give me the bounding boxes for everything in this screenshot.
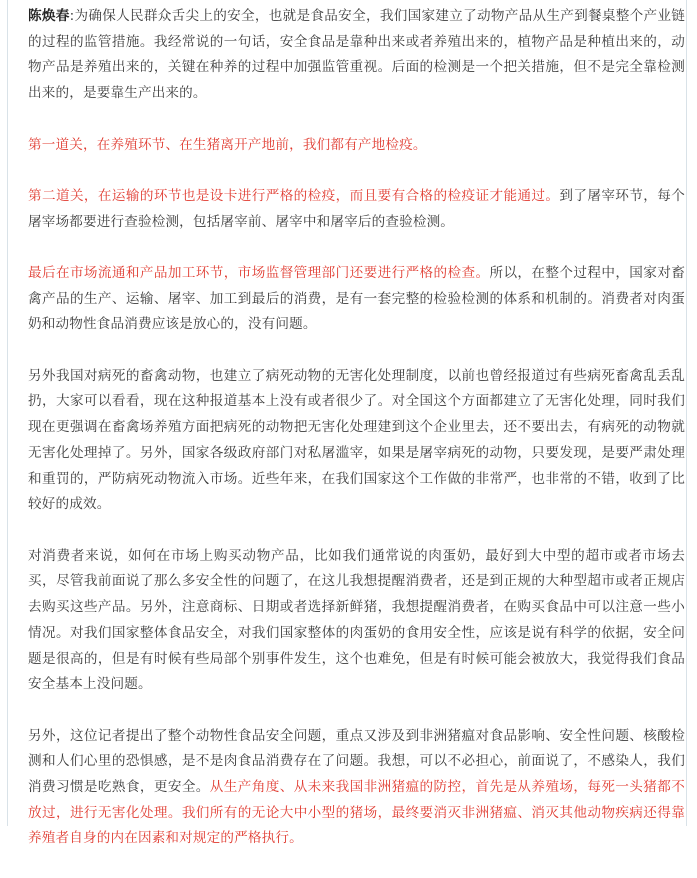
paragraph-7-highlight: 从生产角度、从未来我国非洲猪瘟的防控，首先是从养殖场，每死一头猪都不放过，进行无害化处理。我们所有的无论大中小型的猪场，最终要消灭非洲猪瘟、消灭其他动物疾病还得靠养殖者自身的内在因素和对规定的严格执行。 xyxy=(28,779,685,847)
paragraph-2 xyxy=(28,133,685,159)
paragraph-5 xyxy=(28,364,685,518)
paragraph-4-text: 所以，在整个过程中，国家对畜禽产品的生产、运输、屠宰、加工到最后的消费，是有一套完整的检验检测的体系和机制的。消费者对肉蛋奶和动物性食品消费应该是放心的，没有问题。 xyxy=(28,264,685,333)
paragraph-3-text: 到了屠宰环节，每个屠宰场都要进行查验检测，包括屠宰前、屠宰中和屠宰后的查验检测。 xyxy=(28,187,685,230)
paragraph-1 xyxy=(28,4,685,107)
paragraph-4 xyxy=(28,261,685,338)
paragraph-1-text: :为确保人民群众舌尖上的安全，也就是食品安全，我们国家建立了动物产品从生产到餐桌整个产业链的过程的监管措施。我经常说的一句话，安全食品是靠种出来或者养殖出来的，植物产品是种植出来的，动物产品是养殖出来的，关键在种养的过程中加强监管重视。后面的检测是一个把关措施，但不是完全靠检测出来的，是要靠生产出来的。 xyxy=(28,8,686,102)
paragraph-7 xyxy=(28,724,685,853)
paragraph-7-text: 另外，这位记者提出了整个动物性食品安全问题，重点又涉及到非洲猪瘟对食品影响、安全性问题、核酸检测和人们心里的恐惧感，是不是肉食品消费存在了问题。我想，可以不必担心，前面说了，不感染人，我们消费习惯是吃熟食，更安全。 xyxy=(28,727,685,795)
paragraph-6-text: 对消费者来说，如何在市场上购买动物产品，比如我们通常说的肉蛋奶，最好到大中型的超市或者市场去买，尽管我前面说了那么多安全性的问题了，在这儿我想提醒消费者，还是到正规的大种型超市或者正规店去购买这些产品。另外，注意商标、日期或者选择新鲜猪，我想提醒消费者，在购买食品中可以注意一些小情况。对我们国家整体食品安全，对我们国家整体的肉蛋奶的食用安全性，应该是说有科学的依据，安全问题是很高的，但是有时候有些局部个别事件发生，这个也难免，但是有时候可能会被放大，我觉得我们食品安全基本上没问题。 xyxy=(28,547,685,693)
speaker-name: 陈焕春 xyxy=(28,8,70,24)
article-frame xyxy=(7,0,687,847)
paragraph-6 xyxy=(28,544,685,698)
paragraph-3 xyxy=(28,184,685,235)
paragraph-5-text: 另外我国对病死的畜禽动物，也建立了病死动物的无害化处理制度，以前也曾经报道过有些病死畜禽乱丢乱扔，大家可以看看，现在这种报道基本上没有或者很少了。对全国这个方面都建立了无害化处理，同时我们现在更强调在畜禽场养殖方面把病死的动物把无害化处理建到这个企业里去，还不要出去，有病死的动物就无害化处理掉了。另外，国家各级政府部门对私屠滥宰，如果是屠宰病死的动物，只要发现，是要严肃处理和重罚的，严防病死动物流入市场。近些年来，在我们国家这个工作做的非常严，也非常的不错，收到了比较好的成效。 xyxy=(28,367,685,513)
paragraph-2-highlight: 第一道关，在养殖环节、在生猪离开产地前，我们都有产地检疫。 xyxy=(28,136,427,153)
paragraph-3-highlight: 第二道关，在运输的环节也是设卡进行严格的检疫，而且要有合格的检疫证才能通过。 xyxy=(28,187,560,204)
paragraph-4-highlight: 最后在市场流通和产品加工环节，市场监督管理部门还要进行严格的检查。 xyxy=(28,264,490,281)
article-body xyxy=(28,4,685,878)
